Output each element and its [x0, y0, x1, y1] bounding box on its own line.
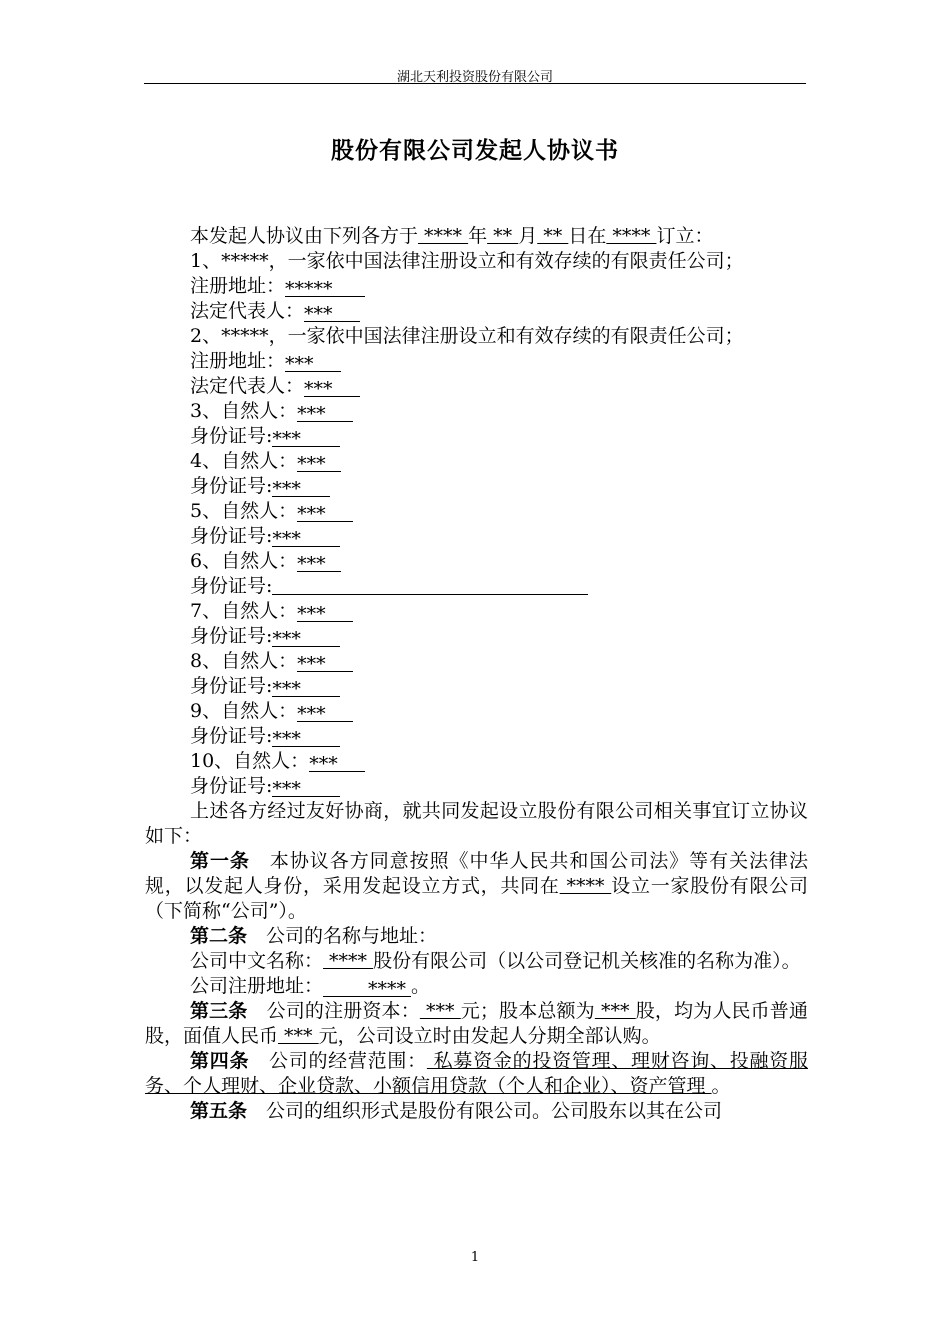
party-line: 1、*****，一家依中国法律注册设立和有效存续的有限责任公司；	[190, 250, 744, 272]
date-day-field: **	[537, 225, 569, 247]
par-value-field: ***	[278, 1025, 319, 1047]
establishment-place-field: ****	[559, 875, 612, 897]
article-1: 第一条 本协议各方同意按照《中华人民共和国公司法》等有关法律法规，以发起人身份，采用发起设立方式，共同在 **** 设立一家股份有限公司（下简称“公司”）。	[145, 850, 808, 922]
signing-place-field: ****	[606, 225, 657, 247]
registered-capital-field: ***	[419, 1000, 461, 1022]
article-2-label: 第二条	[190, 925, 248, 947]
party-representative: 法定代表人：***	[145, 299, 808, 324]
business-scope-field: 私募资金的投资管理、理财咨询、投融资服务、个人理财、企业贷款、小额信用贷款（个人和企业）、资产管理	[145, 1050, 808, 1097]
party-address: 注册地址：***	[145, 349, 808, 374]
running-header: 湖北天利投资股份有限公司	[396, 70, 553, 85]
consensus-paragraph: 上述各方经过友好协商，就共同发起设立股份有限公司相关事宜订立协议如下：	[145, 800, 808, 847]
date-month-field: **	[487, 225, 519, 247]
total-shares-field: ***	[594, 1000, 636, 1022]
party-line: 2、*****，一家依中国法律注册设立和有效存续的有限责任公司；	[190, 325, 744, 347]
person-name: 5、自然人：***	[145, 499, 808, 524]
company-address: 公司注册地址： ****。	[190, 975, 431, 1000]
person-name: 6、自然人：***	[145, 549, 808, 574]
company-chinese-name: 公司中文名称： **** 股份有限公司（以公司登记机关核准的名称为准）。	[190, 950, 801, 972]
intro-paragraph: 本发起人协议由下列各方于 **** 年 ** 月 ** 日在 **** 订立：	[190, 225, 714, 247]
party-representative: 法定代表人：***	[145, 374, 808, 399]
article-4-label: 第四条	[190, 1050, 250, 1072]
person-name: 7、自然人：***	[145, 599, 808, 624]
person-name: 3、自然人：***	[145, 399, 808, 424]
page-number: 1	[470, 1250, 480, 1265]
article-4: 第四条 公司的经营范围： 私募资金的投资管理、理财咨询、投融资服务、个人理财、企业贷款、小额信用贷款（个人和企业）、资产管理 。	[145, 1050, 808, 1097]
person-name: 10、自然人：***	[145, 749, 808, 774]
person-name: 4、自然人：***	[145, 449, 808, 474]
person-id: 身份证号:***	[145, 724, 808, 749]
person-id: 身份证号:	[145, 574, 808, 599]
person-name: 8、自然人：***	[145, 649, 808, 674]
person-name: 9、自然人：***	[145, 699, 808, 724]
person-id: 身份证号:***	[145, 624, 808, 649]
person-id: 身份证号:***	[145, 774, 808, 799]
header-rule	[144, 83, 806, 84]
article-3: 第三条 公司的注册资本： *** 元；股本总额为 *** 股，均为人民币普通股，面值人民币 *** 元，公司设立时由发起人分期全部认购。	[145, 1000, 808, 1047]
person-id: 身份证号:***	[145, 674, 808, 699]
party-address: 注册地址：*****	[145, 274, 808, 299]
article-5: 第五条 公司的组织形式是股份有限公司。公司股东以其在公司	[190, 1100, 723, 1122]
date-year-field: ****	[418, 225, 469, 247]
person-id: 身份证号:***	[145, 424, 808, 449]
article-5-label: 第五条	[190, 1100, 248, 1122]
article-3-label: 第三条	[190, 1000, 248, 1022]
document-body	[145, 224, 808, 1124]
article-1-label: 第一条	[190, 850, 250, 872]
article-2: 第二条 公司的名称与地址：	[190, 925, 438, 947]
person-id: 身份证号:***	[145, 524, 808, 549]
document-title: 股份有限公司发起人协议书	[331, 138, 619, 164]
company-name-field: ****	[323, 950, 374, 972]
person-id: 身份证号:***	[145, 474, 808, 499]
